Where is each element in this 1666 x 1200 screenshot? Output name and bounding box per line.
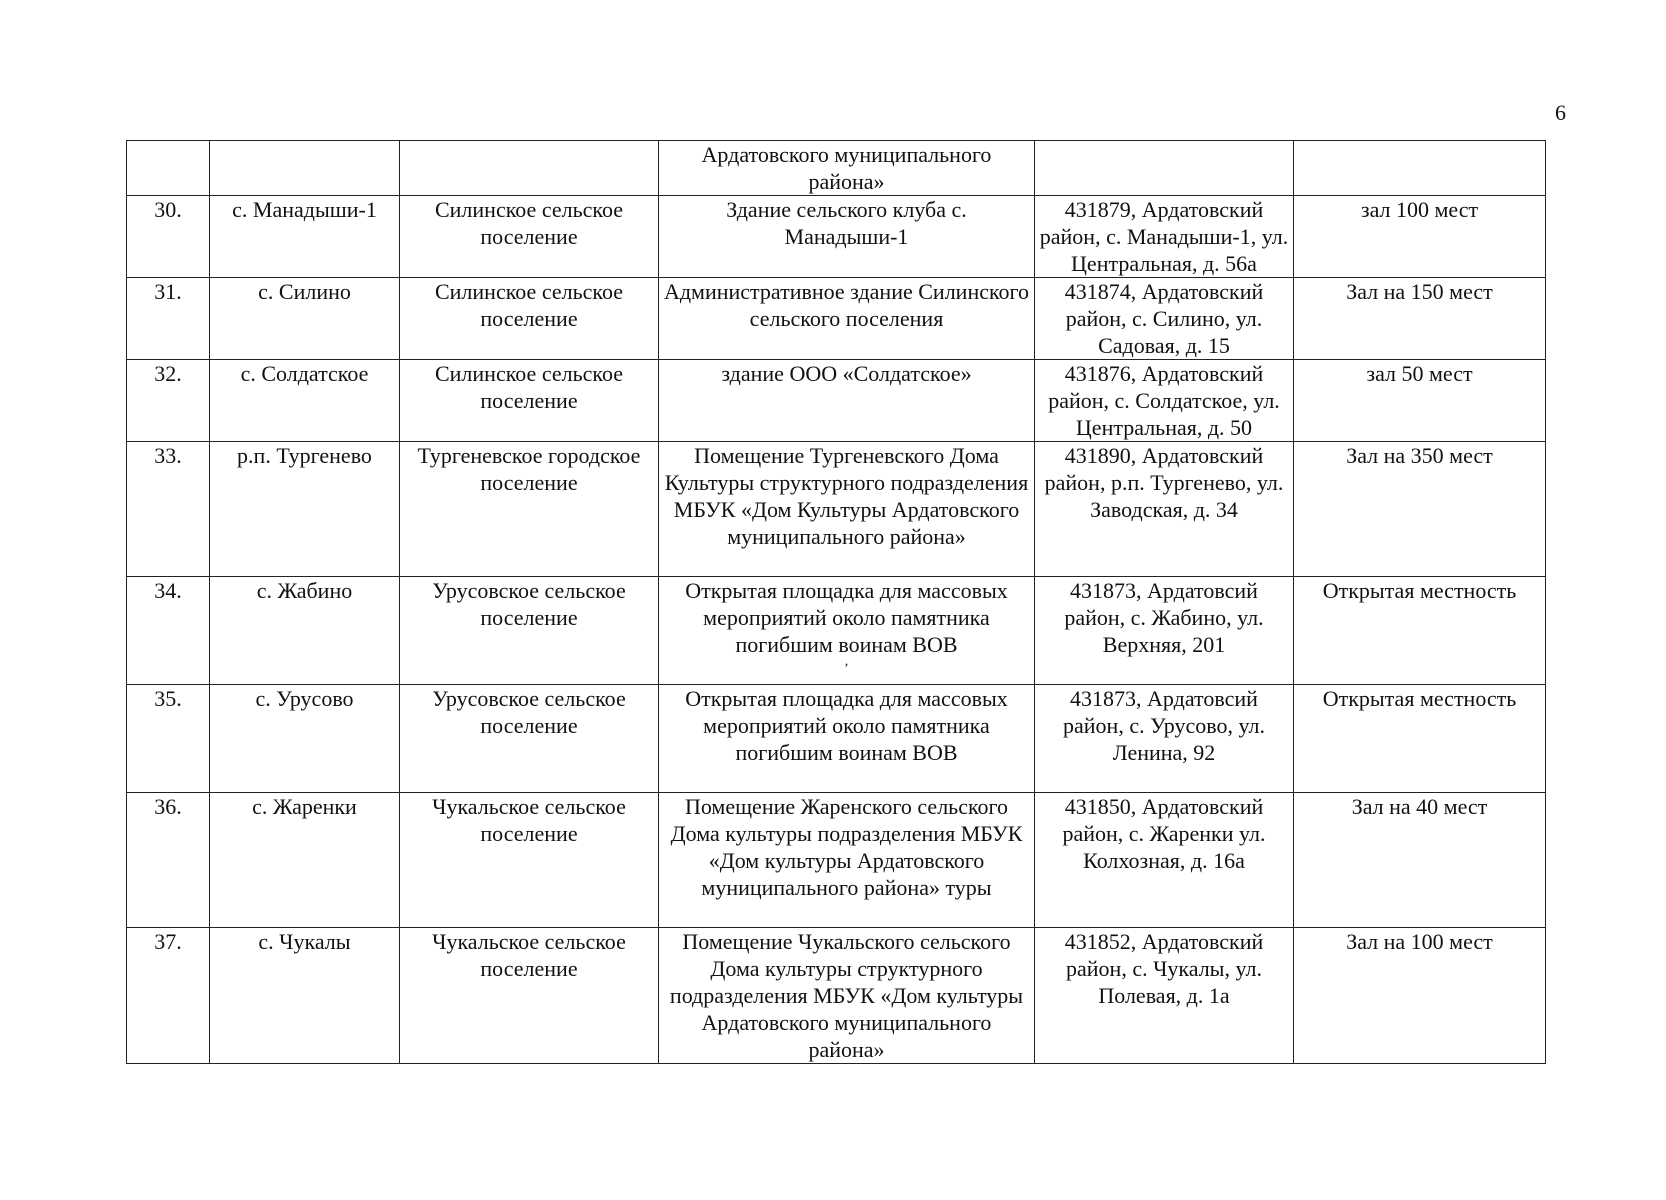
address-text: 431852, Ардатовский район, с. Чукалы, ул. Полевая, д. 1а <box>1064 929 1264 1008</box>
capacity-text: Открытая местность <box>1322 578 1517 603</box>
capacity-text: Зал на 150 мест <box>1346 279 1493 304</box>
place-cell <box>659 141 1035 196</box>
row-number-cell <box>127 577 210 685</box>
address-text: 431876, Ардатовский район, с. Солдатское, ул. Центральная, д. 50 <box>1048 361 1280 440</box>
address-cell <box>1035 577 1294 685</box>
settlement-cell <box>400 577 659 685</box>
place-text: Здание сельского клуба с. Манадыши-1 <box>726 197 967 249</box>
place-cell <box>659 928 1035 1064</box>
settlement-text: Тургеневское городское поселение <box>417 443 641 495</box>
address-text: 431873, Ардатовсий район, с. Урусово, ул. Ленина, 92 <box>1063 686 1265 765</box>
village-text: с. Силино <box>258 279 351 304</box>
village-text: с. Жаренки <box>252 794 357 819</box>
address-text: 431879, Ардатовский район, с. Манадыши-1, ул. Центральная, д. 56а <box>1039 197 1289 276</box>
village-text: с. Солдатское <box>240 361 369 386</box>
settlement-text: Урусовское сельское поселение <box>432 686 626 738</box>
place-text: Помещение Чукальского сельского Дома культуры структурного подразделения МБУК «Дом культуры Ардатовского муниципального района» <box>669 929 1024 1062</box>
place-cell <box>659 685 1035 793</box>
address-text: 431873, Ардатовсий район, с. Жабино, ул. Верхняя, 201 <box>1064 578 1264 657</box>
capacity-text: Зал на 40 мест <box>1351 794 1488 819</box>
place-text: Помещение Тургеневского Дома Культуры структурного подразделения МБУК «Дом Культуры Ардатовского муниципального района» <box>664 443 1029 549</box>
capacity-cell <box>1294 685 1546 793</box>
table-row <box>127 577 1546 685</box>
row-number-cell <box>127 141 210 196</box>
village-cell <box>210 685 400 793</box>
address-cell <box>1035 928 1294 1064</box>
address-cell <box>1035 793 1294 928</box>
address-text: 431850, Ардатовский район, с. Жаренки ул. Колхозная, д. 16а <box>1062 794 1266 873</box>
settlement-cell <box>400 196 659 278</box>
capacity-text: Открытая местность <box>1322 686 1517 711</box>
place-text: здание ООО «Солдатское» <box>721 361 972 386</box>
row-number-cell <box>127 196 210 278</box>
table-body <box>127 141 1546 1064</box>
venues-table <box>126 140 1546 1064</box>
row-number-text: 37. <box>154 929 182 954</box>
capacity-cell <box>1294 360 1546 442</box>
address-cell <box>1035 442 1294 577</box>
village-cell <box>210 793 400 928</box>
place-text: Открытая площадка для массовых мероприятий около памятника погибшим воинам ВОВ <box>685 686 1008 765</box>
capacity-cell <box>1294 196 1546 278</box>
settlement-cell <box>400 360 659 442</box>
village-cell <box>210 442 400 577</box>
settlement-cell <box>400 278 659 360</box>
address-cell <box>1035 141 1294 196</box>
table-row <box>127 793 1546 928</box>
village-cell <box>210 928 400 1064</box>
capacity-text: зал 100 мест <box>1360 197 1479 222</box>
place-cell <box>659 360 1035 442</box>
village-cell <box>210 360 400 442</box>
village-text: с. Манадыши-1 <box>232 197 377 222</box>
table-row <box>127 278 1546 360</box>
place-cell <box>659 442 1035 577</box>
row-number-text: 31. <box>154 279 182 304</box>
address-text: 431890, Ардатовский район, р.п. Тургенево, ул. Заводская, д. 34 <box>1044 443 1284 522</box>
settlement-text: Силинское сельское поселение <box>434 361 624 413</box>
capacity-cell <box>1294 793 1546 928</box>
village-cell <box>210 577 400 685</box>
table-row <box>127 141 1546 196</box>
capacity-text: зал 50 мест <box>1366 361 1473 386</box>
page-number: 6 <box>1555 100 1566 125</box>
settlement-text: Силинское сельское поселение <box>434 197 624 249</box>
place-text: Открытая площадка для массовых мероприятий около памятника погибшим воинам ВОВ <box>685 578 1008 657</box>
place-text: Административное здание Силинского сельского поселения <box>663 279 1030 331</box>
settlement-cell <box>400 442 659 577</box>
row-number-text: 33. <box>154 443 182 468</box>
place-cell <box>659 278 1035 360</box>
row-number-cell <box>127 793 210 928</box>
row-number-cell <box>127 278 210 360</box>
row-number-cell <box>127 442 210 577</box>
table-row <box>127 360 1546 442</box>
address-cell <box>1035 360 1294 442</box>
row-number-text: 30. <box>154 197 182 222</box>
settlement-cell <box>400 793 659 928</box>
village-cell <box>210 196 400 278</box>
row-number-cell <box>127 928 210 1064</box>
row-number-cell <box>127 360 210 442</box>
capacity-cell <box>1294 442 1546 577</box>
table-row <box>127 442 1546 577</box>
capacity-text: Зал на 350 мест <box>1346 443 1493 468</box>
place-cell <box>659 793 1035 928</box>
village-text: с. Жабино <box>256 578 353 603</box>
row-number-text: 34. <box>154 578 182 603</box>
settlement-cell <box>400 141 659 196</box>
address-cell <box>1035 278 1294 360</box>
place-cell <box>659 577 1035 685</box>
settlement-cell <box>400 928 659 1064</box>
capacity-cell <box>1294 278 1546 360</box>
place-text: Ардатовского муниципального района» <box>701 142 992 194</box>
settlement-cell <box>400 685 659 793</box>
capacity-cell <box>1294 141 1546 196</box>
address-cell <box>1035 196 1294 278</box>
capacity-cell <box>1294 928 1546 1064</box>
village-text: с. Чукалы <box>258 929 351 954</box>
table-row <box>127 196 1546 278</box>
place-cell <box>659 196 1035 278</box>
settlement-text: Чукальское сельское поселение <box>432 794 626 846</box>
settlement-text: Силинское сельское поселение <box>434 279 624 331</box>
settlement-text: Чукальское сельское поселение <box>432 929 626 981</box>
table-row <box>127 685 1546 793</box>
place-text: Помещение Жаренского сельского Дома культуры подразделения МБУК «Дом культуры Ардатовского муниципального района» туры <box>670 794 1023 900</box>
village-text: с. Урусово <box>255 686 354 711</box>
capacity-cell <box>1294 577 1546 685</box>
row-number-text: 35. <box>154 686 182 711</box>
settlement-text: Урусовское сельское поселение <box>432 578 626 630</box>
village-cell <box>210 141 400 196</box>
capacity-text: Зал на 100 мест <box>1346 929 1493 954</box>
row-number-text: 32. <box>154 361 182 386</box>
village-cell <box>210 278 400 360</box>
row-number-cell <box>127 685 210 793</box>
address-text: 431874, Ардатовский район, с. Силино, ул. Садовая, д. 15 <box>1064 279 1264 358</box>
village-text: р.п. Тургенево <box>237 443 372 468</box>
stray-mark: , <box>844 654 849 669</box>
table-row <box>127 928 1546 1064</box>
row-number-text: 36. <box>154 794 182 819</box>
address-cell <box>1035 685 1294 793</box>
